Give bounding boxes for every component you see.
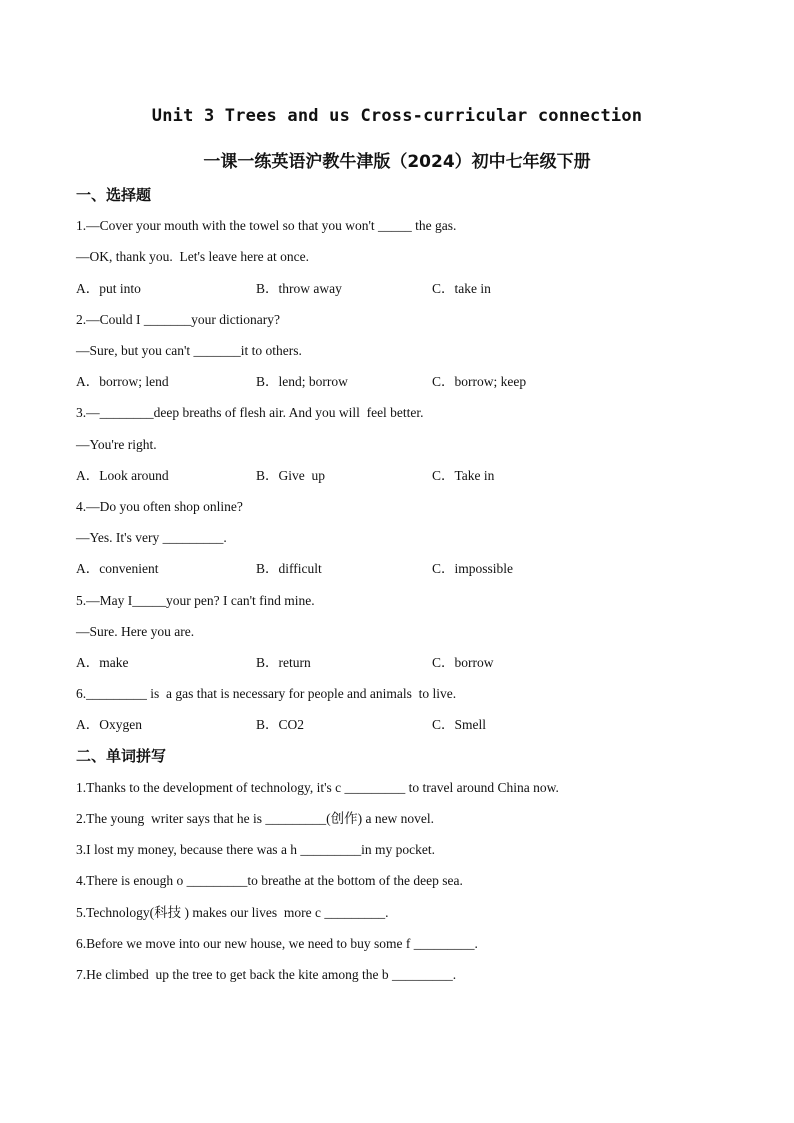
question-stem: —OK, thank you. Let's leave here at once.	[76, 249, 309, 265]
question-stem: —Sure, but you can't _______it to others.	[76, 343, 302, 359]
spelling-item: 3.I lost my money, because there was a h _________in my pocket.	[76, 842, 436, 858]
option-c: C．impossible	[432, 561, 514, 577]
spelling-item: 5.Technology(科技 ) makes our lives more c _________.	[76, 904, 389, 920]
question-2	[76, 310, 736, 404]
worksheet-content	[76, 185, 736, 996]
answer-options	[76, 466, 736, 497]
answer-options	[76, 559, 736, 590]
question-stem: 3.—________deep breaths of flesh air. And you will feel better.	[76, 405, 424, 421]
option-b: B．Give up	[256, 467, 325, 483]
section-heading-spelling: 二、单词拼写	[76, 747, 167, 766]
option-a: A．Oxygen	[76, 717, 142, 733]
spelling-item: 7.He climbed up the tree to get back the kite among the b _________.	[76, 966, 457, 982]
option-b: B．CO2	[256, 717, 305, 733]
question-stem: 6._________ is a gas that is necessary for people and animals to live.	[76, 686, 457, 702]
spelling-item: 6.Before we move into our new house, we need to buy some f _________.	[76, 935, 478, 951]
option-a: A．make	[76, 654, 129, 670]
answer-options	[76, 279, 736, 310]
option-b: B．throw away	[256, 280, 342, 296]
page-title: Unit 3 Trees and us Cross-curricular connection	[151, 106, 643, 126]
question-stem: —Sure. Here you are.	[76, 623, 195, 639]
option-b: B．return	[256, 654, 311, 670]
question-6	[76, 684, 736, 746]
spelling-item: 4.There is enough o _________to breathe at the bottom of the deep sea.	[76, 873, 463, 889]
section-heading-choice: 一、选择题	[76, 186, 152, 204]
option-c: C．take in	[432, 280, 491, 296]
question-stem: 4.—Do you often shop online?	[76, 498, 243, 514]
option-c: C．borrow	[432, 654, 494, 670]
answer-options	[76, 715, 736, 746]
page-subtitle: 一课一练英语沪教牛津版（2024）初中七年级下册	[203, 152, 591, 172]
question-stem: —Yes. It's very _________.	[76, 530, 227, 546]
answer-options	[76, 653, 736, 684]
option-b: B．difficult	[256, 561, 322, 577]
option-c: C．Take in	[432, 467, 495, 483]
option-a: A．borrow; lend	[76, 374, 169, 390]
spelling-item: 1.Thanks to the development of technology, it's c _________ to travel around China now.	[76, 779, 559, 795]
question-1	[76, 216, 736, 310]
question-stem: 2.—Could I _______your dictionary?	[76, 311, 280, 327]
option-a: A．convenient	[76, 561, 159, 577]
question-stem: 1.—Cover your mouth with the towel so that you won't _____ the gas.	[76, 218, 457, 234]
option-b: B．lend; borrow	[256, 374, 348, 390]
option-a: A．put into	[76, 280, 141, 296]
spelling-item: 2.The young writer says that he is _________(创作) a new novel.	[76, 810, 435, 826]
option-c: C．Smell	[432, 717, 487, 733]
question-4	[76, 497, 736, 591]
question-5	[76, 591, 736, 685]
question-3	[76, 403, 736, 497]
option-a: A．Look around	[76, 467, 169, 483]
answer-options	[76, 372, 736, 403]
question-stem: —You're right.	[76, 436, 157, 452]
question-stem: 5.—May I_____your pen? I can't find mine.	[76, 592, 315, 608]
option-c: C．borrow; keep	[432, 374, 527, 390]
